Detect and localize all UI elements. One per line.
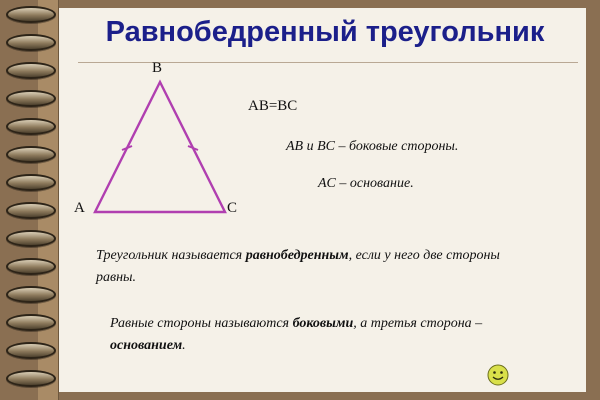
binding-ring xyxy=(6,146,56,163)
equation-base: AC – основание. xyxy=(318,176,414,191)
definition-paragraph xyxy=(96,245,516,289)
triangle-shape xyxy=(95,82,225,212)
binding-ring xyxy=(6,34,56,51)
slide-title: Равнобедренный треугольник xyxy=(105,16,545,48)
binding-ring xyxy=(6,174,56,191)
sides-term-base: основанием xyxy=(110,338,183,353)
binding-ring xyxy=(6,370,56,387)
binding-ring xyxy=(6,314,56,331)
sides-text-part2: , а третья сторона – xyxy=(353,316,483,331)
spiral-binding xyxy=(0,0,58,400)
sides-term-lateral: боковыми xyxy=(292,316,354,331)
equation-lateral-sides: AB и BC – боковые стороны. xyxy=(286,139,459,154)
binding-ring xyxy=(6,258,56,275)
binding-spine xyxy=(38,0,59,400)
definition-text-part1: Треугольник называется xyxy=(96,248,246,263)
sides-naming-paragraph xyxy=(110,313,530,357)
smiley-icon xyxy=(487,364,509,386)
vertex-label-b: B xyxy=(152,60,163,76)
binding-ring xyxy=(6,342,56,359)
definition-text-part2: , если у него две стороны равны. xyxy=(96,248,500,285)
binding-ring xyxy=(6,90,56,107)
binding-ring xyxy=(6,62,56,79)
binding-ring xyxy=(6,118,56,135)
triangle-figure xyxy=(60,60,280,240)
sides-text-part1: Равные стороны называются xyxy=(110,316,293,331)
binding-ring xyxy=(6,230,56,247)
binding-ring xyxy=(6,6,56,23)
vertex-label-a: A xyxy=(74,200,85,216)
equation-ab-equals-bc: AB=BC xyxy=(248,98,298,114)
triangle-svg xyxy=(60,60,280,240)
sides-text-part3: . xyxy=(182,338,186,353)
vertex-label-c: C xyxy=(227,200,238,216)
binding-ring xyxy=(6,202,56,219)
binding-ring xyxy=(6,286,56,303)
definition-term: равнобедренным xyxy=(245,248,349,263)
